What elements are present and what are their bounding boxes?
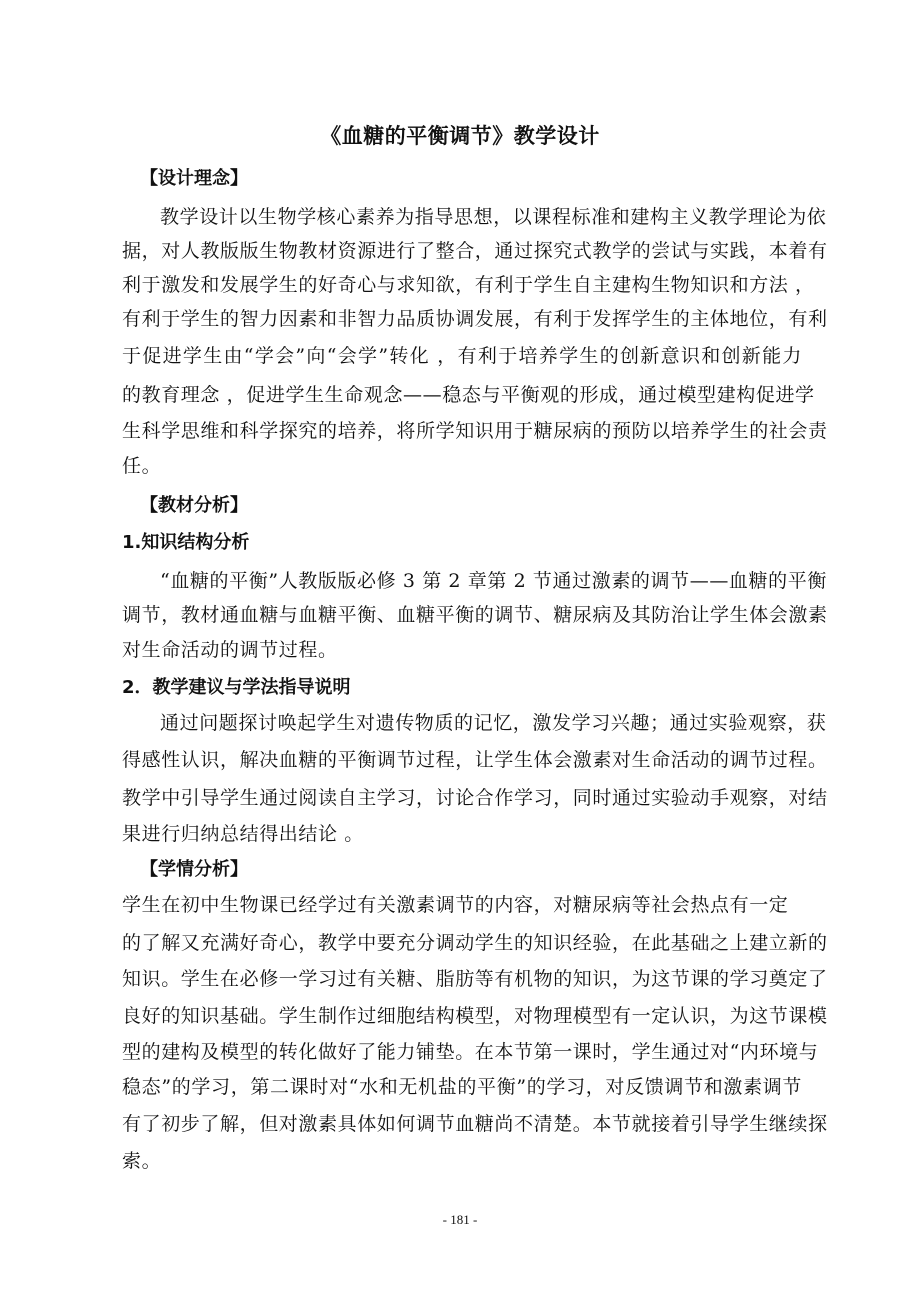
paragraph-line: 的教育理念 ，促进学生生命观念——稳态与平衡观的形成，通过模型建构促进学	[122, 384, 815, 406]
page-number: - 181 -	[442, 1212, 478, 1227]
paragraph-line: 对生命活动的调节过程。	[122, 639, 338, 661]
section-heading-textbook-analysis: 【教材分析】	[140, 495, 248, 516]
paragraph-line: 通过问题探讨唤起学生对遗传物质的记忆，激发学习兴趣；通过实验观察，获	[160, 712, 827, 734]
paragraph-line: 利于激发和发展学生的好奇心与求知欲，有利于学生自主建构生物知识和方法 ，	[122, 274, 815, 296]
paragraph-line: 稳态”的学习，第二课时对“水和无机盐的平衡”的学习，对反馈调节和激素调节	[122, 1076, 802, 1098]
section-heading-learner-analysis: 【学情分析】	[140, 859, 248, 880]
paragraph-line: 有了初步了解，但对激素具体如何调节血糖尚不清楚。本节就接着引导学生继续探	[122, 1113, 828, 1135]
paragraph-line: 良好的知识基础。学生制作过细胞结构模型，对物理模型有一定认识，为这节课模	[122, 1005, 828, 1027]
subsection-heading-knowledge-structure: 1.知识结构分析	[122, 532, 250, 553]
paragraph-line: 索。	[122, 1150, 162, 1172]
subsection-heading-teaching-suggestions: 2．教学建议与学法指导说明	[122, 677, 351, 698]
paragraph-line: 调节，教材通血糖与血糖平衡、血糖平衡的调节、糖尿病及其防治让学生体会激素	[122, 604, 828, 626]
section-heading-design-concept: 【设计理念】	[140, 168, 248, 189]
paragraph-line: 任。	[122, 455, 162, 477]
paragraph-line: 教学中引导学生通过阅读自主学习，讨论合作学习，同时通过实验动手观察，对结	[122, 787, 828, 809]
paragraph-line: 果进行归纳总结得出结论 。	[122, 823, 364, 845]
paragraph-line: 于促进学生由“学会”向“会学”转化 ，有利于培养学生的创新意识和创新能力	[122, 345, 802, 367]
paragraph-line: 据，对人教版版生物教材资源进行了整合，通过探究式教学的尝试与实践，本着有	[122, 240, 828, 262]
paragraph-line: 学生在初中生物课已经学过有关激素调节的内容，对糖尿病等社会热点有一定	[122, 894, 789, 916]
paragraph-line: “血糖的平衡”人教版版必修 3 第 2 章第 2 节通过激素的调节——血糖的平衡	[160, 570, 827, 592]
paragraph-line: 的了解又充满好奇心，教学中要充分调动学生的知识经验，在此基础之上建立新的	[122, 932, 828, 954]
paragraph-line: 生科学思维和科学探究的培养，将所学知识用于糖尿病的预防以培养学生的社会责	[122, 420, 828, 442]
paragraph-line: 型的建构及模型的转化做好了能力铺垫。在本节第一课时，学生通过对“内环境与	[122, 1041, 819, 1063]
document-title: 《血糖的平衡调节》教学设计	[320, 124, 600, 148]
paragraph-line: 教学设计以生物学核心素养为指导思想，以课程标准和建构主义教学理论为依	[160, 206, 827, 228]
paragraph-line: 得感性认识，解决血糖的平衡调节过程，让学生体会激素对生命活动的调节过程。	[122, 749, 828, 771]
paragraph-line: 知识。学生在必修一学习过有关糖、脂肪等有机物的知识，为这节课的学习奠定了	[122, 968, 828, 990]
paragraph-line: 有利于学生的智力因素和非智力品质协调发展，有利于发挥学生的主体地位，有利	[122, 308, 828, 330]
